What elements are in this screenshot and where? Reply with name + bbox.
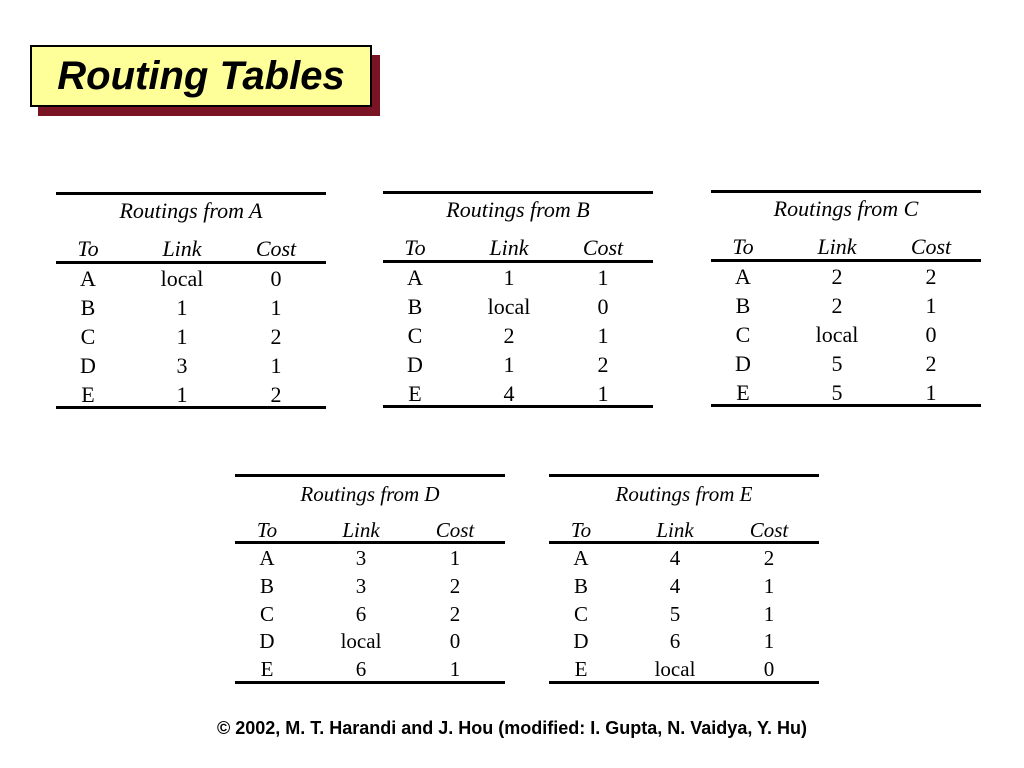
cell-link: 6 — [355, 601, 367, 626]
col-cost-header: Cost — [435, 518, 475, 542]
cell-link: local — [160, 266, 204, 291]
table-row — [235, 574, 505, 602]
cell-cost: 1 — [925, 380, 937, 405]
col-link-header: Link — [342, 518, 380, 542]
cell-to: D — [407, 352, 423, 377]
table-body — [235, 546, 505, 685]
cell-cost: 2 — [763, 546, 775, 570]
table-rule-top — [549, 474, 819, 477]
col-to-header: To — [570, 518, 592, 542]
cell-cost: 1 — [597, 323, 609, 348]
cell-cost: 1 — [925, 293, 937, 318]
cell-cost: 1 — [763, 601, 775, 626]
cell-link: 5 — [669, 601, 681, 626]
table-row — [711, 264, 981, 293]
table-rule-header — [235, 541, 505, 544]
cell-link: 2 — [831, 293, 843, 318]
cell-link: 3 — [355, 546, 367, 570]
col-to-header: To — [256, 518, 278, 542]
col-cost-header: Cost — [749, 518, 789, 542]
cell-link: 4 — [669, 546, 681, 570]
table-rule-bottom — [549, 681, 819, 684]
table-heading: Routings from D — [300, 482, 440, 506]
cell-link: 2 — [831, 264, 843, 289]
cell-to: E — [81, 382, 95, 407]
table-row — [383, 352, 653, 381]
cell-to: B — [573, 573, 588, 598]
cell-link: 5 — [831, 380, 843, 405]
cell-to: A — [407, 265, 423, 290]
routing-table-a — [56, 192, 326, 412]
cell-link: 6 — [355, 657, 367, 682]
cell-cost: 1 — [270, 353, 282, 378]
cell-to: A — [80, 266, 96, 291]
cell-link: 1 — [176, 382, 188, 407]
table-row — [549, 629, 819, 657]
cell-to: D — [573, 629, 589, 654]
table-rule-bottom — [711, 404, 981, 407]
table-heading: Routings from B — [446, 197, 590, 222]
cell-to: E — [408, 381, 422, 406]
table-heading: Routings from C — [773, 196, 919, 221]
cell-to: B — [735, 293, 751, 318]
cell-to: E — [574, 657, 588, 682]
cell-link: 4 — [503, 381, 515, 406]
cell-cost: 1 — [449, 546, 461, 570]
table-rule-header — [383, 260, 653, 263]
cell-to: B — [80, 295, 96, 320]
cell-cost: 1 — [763, 629, 775, 654]
table-row — [56, 324, 326, 353]
col-to-header: To — [732, 234, 754, 259]
table-rule-top — [56, 192, 326, 195]
table-row — [711, 293, 981, 322]
col-cost-header: Cost — [910, 234, 952, 259]
table-row — [711, 322, 981, 351]
cell-to: B — [407, 294, 423, 319]
cell-to: D — [259, 629, 275, 654]
routing-table-e — [549, 474, 819, 694]
cell-link: local — [487, 294, 531, 319]
routing-table-c — [711, 190, 981, 410]
column-headers — [711, 234, 981, 260]
cell-to: C — [735, 322, 751, 347]
table-row — [549, 602, 819, 630]
cell-cost: 0 — [763, 657, 775, 682]
routing-table-b — [383, 191, 653, 411]
cell-link: 1 — [503, 352, 515, 377]
cell-to: D — [735, 351, 751, 376]
cell-to: A — [735, 264, 751, 289]
title-box — [30, 45, 372, 107]
cell-cost: 2 — [925, 351, 937, 376]
cell-link: 2 — [503, 323, 515, 348]
cell-to: C — [259, 601, 274, 626]
cell-cost: 2 — [597, 352, 609, 377]
cell-to: A — [573, 546, 589, 570]
cell-to: C — [407, 323, 423, 348]
column-headers — [56, 236, 326, 262]
table-row — [235, 602, 505, 630]
cell-to: A — [259, 546, 275, 570]
cell-to: D — [80, 353, 96, 378]
cell-to: C — [80, 324, 96, 349]
cell-cost: 1 — [449, 657, 461, 682]
cell-to: C — [573, 601, 588, 626]
table-row — [235, 629, 505, 657]
table-row — [56, 266, 326, 295]
table-rule-bottom — [235, 681, 505, 684]
cell-link: 3 — [355, 573, 367, 598]
cell-link: 1 — [176, 324, 188, 349]
cell-link: 1 — [503, 265, 515, 290]
table-row — [383, 323, 653, 352]
table-rule-top — [383, 191, 653, 194]
table-row — [549, 546, 819, 574]
cell-cost: 2 — [270, 324, 282, 349]
cell-to: B — [259, 573, 274, 598]
cell-link: 6 — [669, 629, 681, 654]
cell-cost: 2 — [449, 573, 461, 598]
cell-cost: 1 — [597, 381, 609, 406]
table-row — [56, 353, 326, 382]
cell-link: local — [654, 657, 696, 682]
page-title: Routing Tables — [57, 53, 345, 98]
cell-cost: 1 — [270, 295, 282, 320]
table-rule-top — [711, 190, 981, 193]
table-row — [549, 574, 819, 602]
table-rule-header — [549, 541, 819, 544]
cell-cost: 0 — [597, 294, 609, 319]
table-heading: Routings from E — [615, 482, 753, 506]
copyright-footer: © 2002, M. T. Harandi and J. Hou (modified: I. Gupta, N. Vaidya, Y. Hu) — [216, 718, 808, 738]
col-to-header: To — [404, 235, 426, 260]
col-to-header: To — [77, 236, 99, 261]
table-row — [235, 546, 505, 574]
table-rule-bottom — [56, 406, 326, 409]
cell-cost: 1 — [597, 265, 609, 290]
cell-cost: 1 — [763, 573, 775, 598]
cell-cost: 2 — [925, 264, 937, 289]
table-heading: Routings from A — [119, 198, 263, 223]
col-link-header: Link — [162, 236, 202, 261]
table-rule-header — [711, 259, 981, 262]
table-body — [383, 265, 653, 410]
col-cost-header: Cost — [582, 235, 624, 260]
cell-cost: 2 — [270, 382, 282, 407]
cell-cost: 0 — [270, 266, 282, 291]
table-rule-header — [56, 261, 326, 264]
cell-to: E — [260, 657, 274, 682]
col-link-header: Link — [656, 518, 694, 542]
col-cost-header: Cost — [255, 236, 297, 261]
column-headers — [383, 235, 653, 261]
cell-cost: 2 — [449, 601, 461, 626]
cell-link: 1 — [176, 295, 188, 320]
cell-link: local — [815, 322, 859, 347]
cell-to: E — [736, 380, 750, 405]
table-body — [56, 266, 326, 411]
table-row — [56, 295, 326, 324]
table-body — [711, 264, 981, 409]
cell-cost: 0 — [449, 629, 461, 654]
table-body — [549, 546, 819, 685]
col-link-header: Link — [817, 234, 857, 259]
table-row — [383, 265, 653, 294]
routing-table-d — [235, 474, 505, 694]
cell-link: 4 — [669, 573, 681, 598]
cell-link: 3 — [176, 353, 188, 378]
table-row — [383, 294, 653, 323]
col-link-header: Link — [489, 235, 529, 260]
table-rule-top — [235, 474, 505, 477]
cell-link: 5 — [831, 351, 843, 376]
cell-cost: 0 — [925, 322, 937, 347]
table-row — [711, 351, 981, 380]
cell-link: local — [340, 629, 382, 654]
table-rule-bottom — [383, 405, 653, 408]
